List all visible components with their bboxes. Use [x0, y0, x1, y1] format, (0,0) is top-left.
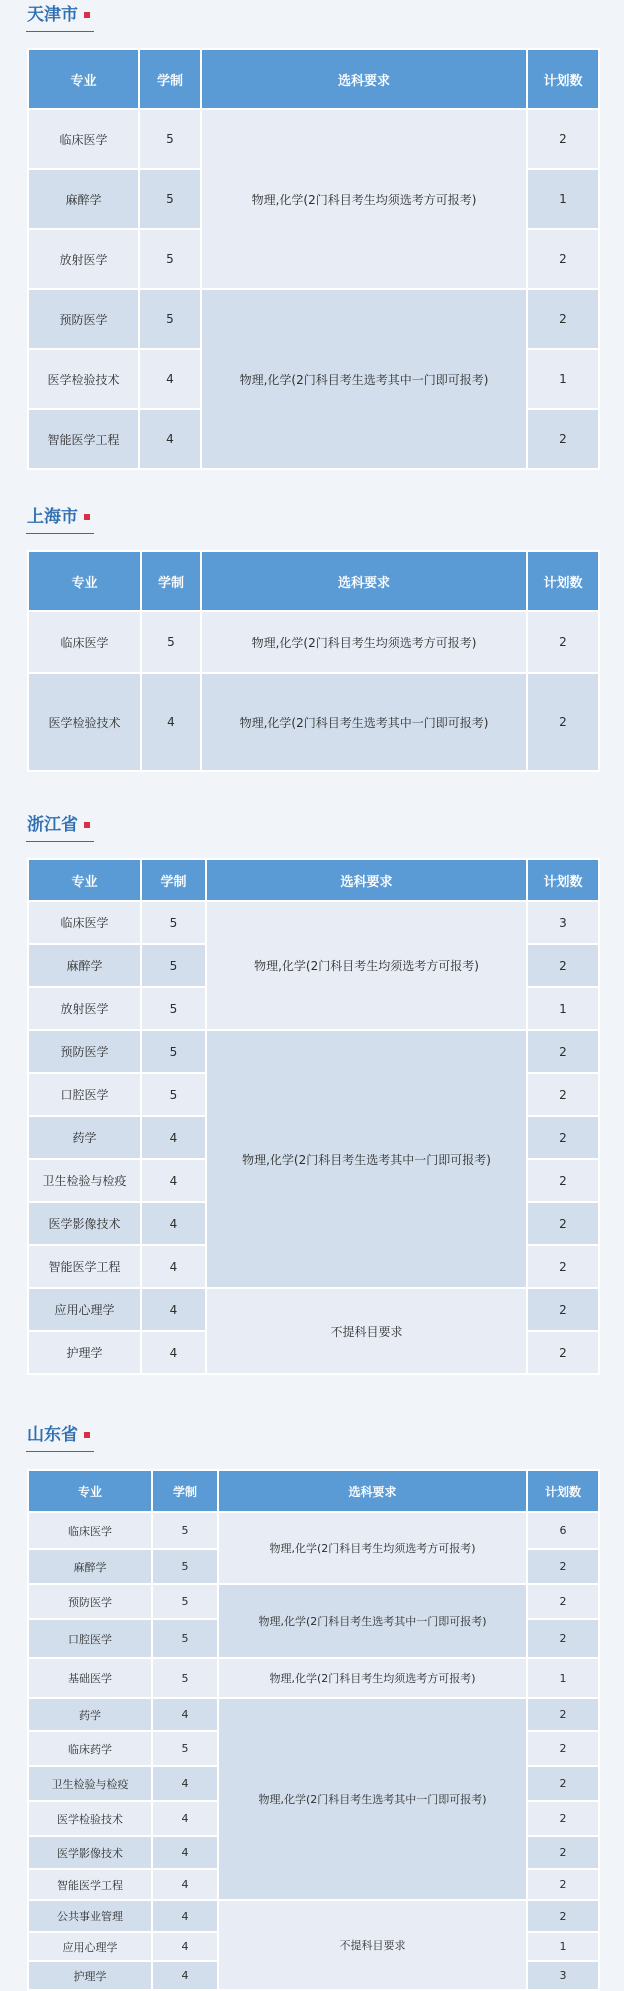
cell-plan: 2 — [527, 1869, 599, 1900]
cell-major: 临床医学 — [28, 611, 141, 673]
cell-years: 4 — [152, 1766, 218, 1801]
cell-plan: 2 — [527, 109, 599, 169]
cell-major: 护理学 — [28, 1331, 141, 1374]
cell-major: 放射医学 — [28, 987, 141, 1030]
cell-plan: 1 — [527, 349, 599, 409]
cell-plan: 2 — [527, 1116, 599, 1159]
table-row — [28, 109, 599, 169]
table-header-row — [28, 551, 599, 611]
header-plan: 计划数 — [527, 551, 599, 611]
section-title-shandong — [27, 1420, 90, 1445]
table-header-row — [28, 859, 599, 901]
table-row — [28, 673, 599, 771]
table-row — [28, 289, 599, 349]
title-underline — [26, 1451, 94, 1452]
cell-major: 口腔医学 — [28, 1073, 141, 1116]
cell-years: 5 — [152, 1512, 218, 1549]
cell-years: 4 — [152, 1869, 218, 1900]
cell-req: 物理,化学(2门科目考生均须选考方可报考) — [201, 611, 527, 673]
table-row — [28, 1584, 599, 1619]
table-row — [28, 1698, 599, 1731]
cell-major: 医学检验技术 — [28, 673, 141, 771]
cell-plan: 1 — [527, 1658, 599, 1698]
shandong-table — [27, 1469, 600, 1991]
title-underline — [26, 533, 94, 534]
cell-years: 4 — [141, 1202, 206, 1245]
cell-plan: 2 — [527, 1731, 599, 1766]
cell-major: 智能医学工程 — [28, 1245, 141, 1288]
cell-years: 4 — [139, 409, 201, 469]
cell-years: 4 — [152, 1932, 218, 1961]
cell-major: 放射医学 — [28, 229, 139, 289]
cell-years: 5 — [139, 109, 201, 169]
cell-years: 5 — [141, 1030, 206, 1073]
section-title-text: 浙江省 — [27, 815, 78, 835]
cell-plan: 2 — [527, 1073, 599, 1116]
cell-major: 卫生检验与检疫 — [28, 1159, 141, 1202]
cell-major: 医学影像技术 — [28, 1836, 152, 1869]
cell-plan: 2 — [527, 1900, 599, 1932]
cell-years: 5 — [141, 1073, 206, 1116]
cell-plan: 2 — [527, 1584, 599, 1619]
cell-plan: 2 — [527, 1766, 599, 1801]
cell-major: 预防医学 — [28, 1584, 152, 1619]
cell-req: 物理,化学(2门科目考生选考其中一门即可报考) — [206, 1030, 527, 1288]
cell-plan: 2 — [527, 1245, 599, 1288]
cell-major: 临床医学 — [28, 109, 139, 169]
shanghai-table — [27, 550, 600, 772]
cell-years: 5 — [152, 1619, 218, 1658]
cell-req: 物理,化学(2门科目考生均须选考方可报考) — [201, 109, 527, 289]
cell-years: 4 — [152, 1836, 218, 1869]
cell-years: 4 — [141, 1245, 206, 1288]
square-bullet-icon — [84, 1432, 90, 1438]
cell-req: 物理,化学(2门科目考生均须选考方可报考) — [218, 1658, 527, 1698]
cell-years: 5 — [141, 611, 201, 673]
header-plan: 计划数 — [527, 1470, 599, 1512]
square-bullet-icon — [84, 514, 90, 520]
table-header-row — [28, 1470, 599, 1512]
cell-req: 物理,化学(2门科目考生选考其中一门即可报考) — [218, 1584, 527, 1658]
header-req: 选科要求 — [201, 49, 527, 109]
cell-major: 公共事业管理 — [28, 1900, 152, 1932]
cell-years: 5 — [141, 987, 206, 1030]
cell-major: 药学 — [28, 1698, 152, 1731]
cell-req: 物理,化学(2门科目考生选考其中一门即可报考) — [218, 1698, 527, 1900]
cell-plan: 2 — [527, 1619, 599, 1658]
zhejiang-table — [27, 858, 600, 1375]
header-plan: 计划数 — [527, 49, 599, 109]
table-header-row — [28, 49, 599, 109]
cell-plan: 2 — [527, 1288, 599, 1331]
header-years: 学制 — [139, 49, 201, 109]
cell-plan: 2 — [527, 1331, 599, 1374]
table-row — [28, 611, 599, 673]
cell-years: 4 — [152, 1698, 218, 1731]
cell-plan: 2 — [527, 1159, 599, 1202]
cell-plan: 3 — [527, 901, 599, 944]
cell-plan: 2 — [527, 673, 599, 771]
section-title-text: 上海市 — [27, 507, 78, 527]
cell-plan: 2 — [527, 944, 599, 987]
cell-major: 麻醉学 — [28, 1549, 152, 1584]
cell-years: 4 — [141, 1331, 206, 1374]
square-bullet-icon — [84, 822, 90, 828]
cell-major: 麻醉学 — [28, 169, 139, 229]
cell-major: 应用心理学 — [28, 1288, 141, 1331]
cell-plan: 2 — [527, 1801, 599, 1836]
header-major: 专业 — [28, 1470, 152, 1512]
title-underline — [26, 841, 94, 842]
cell-plan: 2 — [527, 1836, 599, 1869]
cell-major: 预防医学 — [28, 1030, 141, 1073]
cell-major: 医学检验技术 — [28, 1801, 152, 1836]
cell-req: 物理,化学(2门科目考生选考其中一门即可报考) — [201, 289, 527, 469]
cell-plan: 3 — [527, 1961, 599, 1990]
cell-years: 5 — [139, 169, 201, 229]
cell-major: 护理学 — [28, 1961, 152, 1990]
cell-req: 物理,化学(2门科目考生均须选考方可报考) — [206, 901, 527, 1030]
section-title-shanghai — [27, 502, 90, 527]
section-title-tianjin — [27, 0, 90, 25]
title-underline — [26, 31, 94, 32]
section-title-text: 天津市 — [27, 5, 78, 25]
cell-major: 临床医学 — [28, 1512, 152, 1549]
cell-plan: 2 — [527, 1698, 599, 1731]
cell-years: 4 — [141, 1288, 206, 1331]
cell-major: 基础医学 — [28, 1658, 152, 1698]
table-row — [28, 1658, 599, 1698]
cell-major: 药学 — [28, 1116, 141, 1159]
cell-major: 智能医学工程 — [28, 1869, 152, 1900]
cell-plan: 2 — [527, 611, 599, 673]
cell-major: 卫生检验与检疫 — [28, 1766, 152, 1801]
cell-major: 智能医学工程 — [28, 409, 139, 469]
table-row — [28, 1900, 599, 1932]
cell-req: 物理,化学(2门科目考生均须选考方可报考) — [218, 1512, 527, 1584]
cell-major: 医学影像技术 — [28, 1202, 141, 1245]
cell-years: 4 — [141, 1159, 206, 1202]
header-plan: 计划数 — [527, 859, 599, 901]
cell-plan: 1 — [527, 1932, 599, 1961]
header-req: 选科要求 — [218, 1470, 527, 1512]
cell-plan: 1 — [527, 169, 599, 229]
cell-major: 医学检验技术 — [28, 349, 139, 409]
cell-plan: 2 — [527, 229, 599, 289]
cell-years: 5 — [152, 1731, 218, 1766]
cell-plan: 2 — [527, 409, 599, 469]
cell-req: 不提科目要求 — [206, 1288, 527, 1374]
square-bullet-icon — [84, 12, 90, 18]
cell-years: 5 — [152, 1658, 218, 1698]
cell-major: 临床医学 — [28, 901, 141, 944]
cell-years: 4 — [139, 349, 201, 409]
cell-years: 5 — [141, 944, 206, 987]
header-major: 专业 — [28, 551, 141, 611]
cell-years: 4 — [141, 673, 201, 771]
header-req: 选科要求 — [206, 859, 527, 901]
header-major: 专业 — [28, 859, 141, 901]
cell-plan: 2 — [527, 1202, 599, 1245]
section-title-text: 山东省 — [27, 1425, 78, 1445]
cell-years: 4 — [152, 1801, 218, 1836]
cell-major: 临床药学 — [28, 1731, 152, 1766]
cell-major: 预防医学 — [28, 289, 139, 349]
header-years: 学制 — [152, 1470, 218, 1512]
cell-years: 5 — [141, 901, 206, 944]
cell-plan: 2 — [527, 1549, 599, 1584]
table-row — [28, 901, 599, 944]
cell-plan: 6 — [527, 1512, 599, 1549]
cell-major: 应用心理学 — [28, 1932, 152, 1961]
cell-years: 5 — [139, 229, 201, 289]
header-years: 学制 — [141, 859, 206, 901]
cell-years: 4 — [141, 1116, 206, 1159]
cell-plan: 1 — [527, 987, 599, 1030]
cell-req: 物理,化学(2门科目考生选考其中一门即可报考) — [201, 673, 527, 771]
section-title-zhejiang — [27, 810, 90, 835]
cell-years: 4 — [152, 1900, 218, 1932]
cell-years: 5 — [152, 1549, 218, 1584]
tianjin-table — [27, 48, 600, 470]
header-req: 选科要求 — [201, 551, 527, 611]
header-years: 学制 — [141, 551, 201, 611]
cell-years: 5 — [139, 289, 201, 349]
table-row — [28, 1288, 599, 1331]
cell-req: 不提科目要求 — [218, 1900, 527, 1990]
cell-major: 麻醉学 — [28, 944, 141, 987]
cell-major: 口腔医学 — [28, 1619, 152, 1658]
table-row — [28, 1030, 599, 1073]
table-row — [28, 1512, 599, 1549]
cell-years: 5 — [152, 1584, 218, 1619]
cell-plan: 2 — [527, 289, 599, 349]
cell-plan: 2 — [527, 1030, 599, 1073]
cell-years: 4 — [152, 1961, 218, 1990]
header-major: 专业 — [28, 49, 139, 109]
